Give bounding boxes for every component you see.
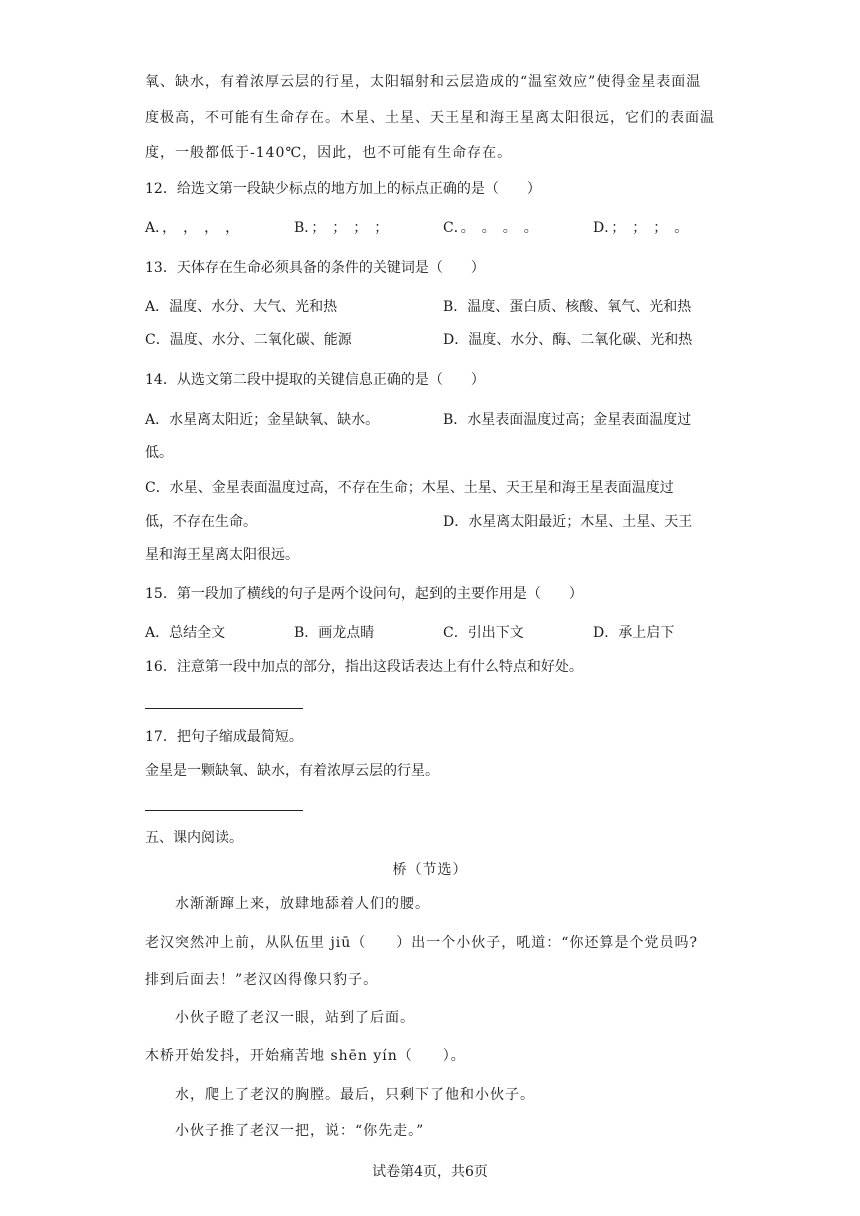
question-12-option-b[interactable]: B．； ； ； ；	[294, 220, 389, 236]
section-5-paragraph-6: 小伙子推了老汉一把，说：“你先走。”	[175, 1123, 425, 1139]
section-5-paragraph-2-cont: 排到后面去！”老汉凶得像只豹子。	[145, 972, 379, 988]
question-15-option-a[interactable]: A．总结全文	[145, 625, 226, 641]
question-16-stem: 16．注意第一段中加点的部分，指出这段话表达上有什么特点和好处。	[145, 659, 583, 675]
question-15-option-c[interactable]: C．引出下文	[443, 625, 524, 641]
question-17-answer-line[interactable]	[145, 810, 303, 811]
question-13-option-d[interactable]: D．温度、水分、酶、二氧化碳、光和热	[443, 332, 693, 348]
question-15-option-d[interactable]: D．承上启下	[593, 625, 675, 641]
question-14-option-d[interactable]: D．水星离太阳最近；木星、土星、天王	[443, 514, 693, 530]
question-15-option-b[interactable]: B．画龙点睛	[294, 625, 375, 641]
question-14-stem: 14．从选文第二段中提取的关键信息正确的是（ ）	[145, 372, 485, 388]
question-12-option-c[interactable]: C．。 。 。 。	[443, 220, 538, 236]
question-16-answer-line[interactable]	[145, 708, 303, 709]
passage-line-3: 度，一般都低于-140℃，因此，也不可能有生命存在。	[145, 145, 513, 161]
section-5-heading: 五、课内阅读。	[145, 830, 243, 846]
question-12-option-d[interactable]: D．； ； ； 。	[593, 220, 689, 236]
question-13-option-a[interactable]: A．温度、水分、大气、光和热	[145, 299, 338, 315]
page-footer: 试卷第4页，共6页	[372, 1164, 488, 1180]
section-5-title: 桥（节选）	[392, 862, 468, 878]
question-15-stem: 15．第一段加了横线的句子是两个设问句，起到的主要作用是（ ）	[145, 586, 583, 602]
section-5-paragraph-5: 水，爬上了老汉的胸膛。最后，只剩下了他和小伙子。	[175, 1087, 535, 1103]
question-14-option-d-cont: 星和海王星离太阳很远。	[145, 547, 299, 563]
passage-line-1: 氧、缺水，有着浓厚云层的行星，太阳辐射和云层造成的“温室效应”使得金星表面温	[145, 74, 702, 90]
section-5-paragraph-4: 木桥开始发抖，开始痛苦地 shēn yín（ ）。	[145, 1048, 466, 1064]
section-5-paragraph-1: 水渐渐蹿上来，放肆地舔着人们的腰。	[175, 896, 430, 912]
passage-line-2: 度极高，不可能有生命存在。木星、土星、天王星和海王星离太阳很远，它们的表面温	[145, 110, 715, 126]
question-14-option-b[interactable]: B．水星表面温度过高；金星表面温度过	[443, 412, 692, 428]
question-14-option-b-cont: 低。	[145, 445, 173, 461]
question-14-option-c[interactable]: C．水星、金星表面温度过高，不存在生命；木星、土星、天王星和海王星表面温度过	[145, 480, 674, 496]
question-13-option-b[interactable]: B．温度、蛋白质、核酸、氧气、光和热	[443, 299, 692, 315]
question-13-option-c[interactable]: C．温度、水分、二氧化碳、能源	[145, 332, 352, 348]
section-5-paragraph-2: 老汉突然冲上前，从队伍里 jiū（ ）出一个小伙子，吼道：“你还算是个党员吗?	[145, 935, 698, 951]
question-12-stem: 12．给选文第一段缺少标点的地方加上的标点正确的是（ ）	[145, 181, 541, 197]
question-12-option-a[interactable]: A．， ， ， ，	[145, 220, 240, 236]
question-14-option-c-cont: 低，不存在生命。	[145, 514, 257, 530]
question-17-stem: 17．把句子缩成最简短。	[145, 729, 303, 745]
question-17-sentence: 金星是一颗缺氧、缺水，有着浓厚云层的行星。	[145, 763, 439, 779]
section-5-paragraph-3: 小伙子瞪了老汉一眼，站到了后面。	[175, 1010, 415, 1026]
question-14-option-a[interactable]: A．水星离太阳近；金星缺氧、缺水。	[145, 412, 380, 428]
question-13-stem: 13．天体存在生命必须具备的条件的关键词是（ ）	[145, 260, 485, 276]
